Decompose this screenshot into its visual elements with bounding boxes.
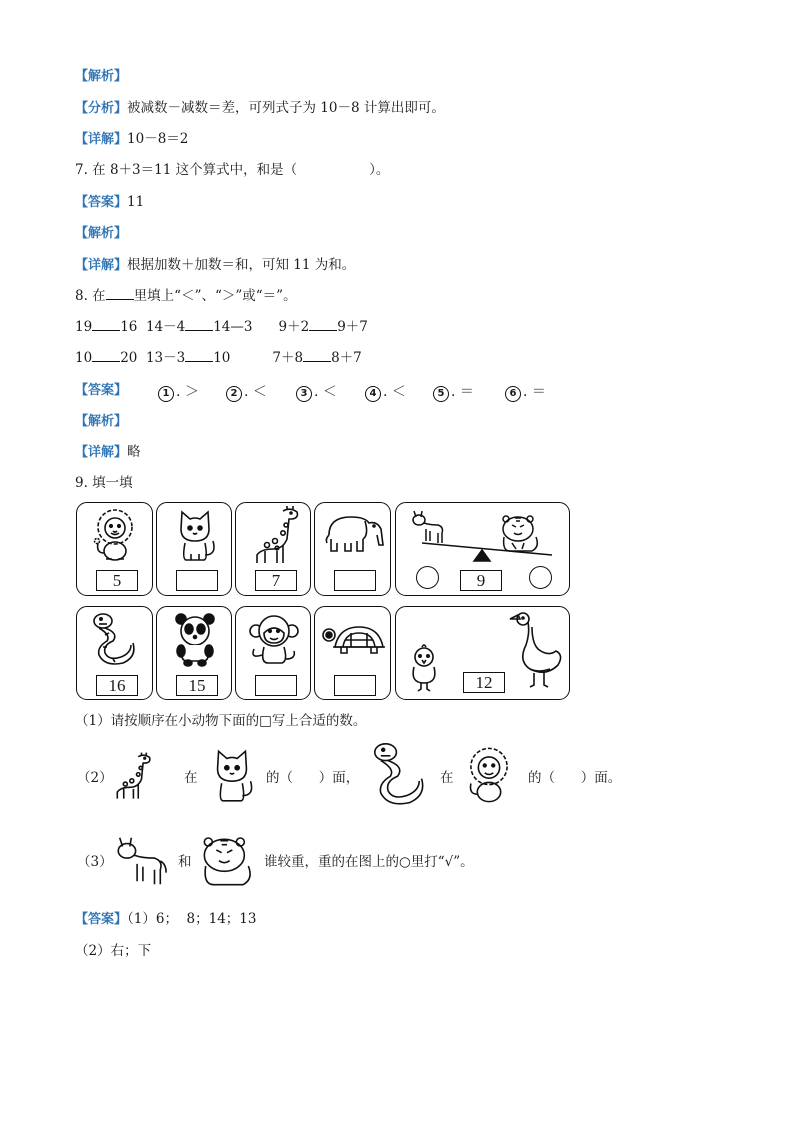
tiger-icon <box>503 516 537 551</box>
answer-8-item-2: 2 . ＜ <box>226 381 267 402</box>
question-7: 7. 在 8＋3＝11 这个算式中，和是（ ）。 <box>75 162 390 178</box>
seesaw-number-box: 9 <box>460 570 502 591</box>
card-cat <box>156 502 232 596</box>
sub-question-2-label: （2） <box>77 770 113 786</box>
analysis-heading-3: 【解析】 <box>75 414 128 429</box>
explain-line-3: 【详解】略 <box>75 444 141 460</box>
sub-question-2-zai-2: 在 <box>440 770 454 786</box>
sub-question-3-label: （3） <box>77 854 113 870</box>
question-8-row-1: 19 16 14－4 14—3 9＋2 9＋7 <box>75 319 368 335</box>
monkey-icon <box>242 611 306 669</box>
answer-line: 【答案】11 <box>75 194 145 210</box>
elephant-number-box <box>334 570 376 591</box>
seesaw-icon <box>408 507 558 563</box>
card-lion <box>76 502 153 596</box>
answer-8-item-6: 6 . ＝ <box>505 381 546 402</box>
analysis-heading: 【解析】 <box>75 69 128 84</box>
explain-line: 【详解】10－8＝2 <box>75 131 189 147</box>
monkey-number-box <box>255 675 297 696</box>
card-panda <box>156 606 232 700</box>
lion-icon <box>456 740 522 810</box>
sub-question-3-text: 谁较重，重的在图上的○里打“√”。 <box>264 854 474 870</box>
giraffe-icon <box>106 744 156 808</box>
cat-icon <box>200 740 264 810</box>
snake-number-box: 16 <box>96 675 138 696</box>
panda-icon <box>165 611 225 669</box>
sub-question-3-he: 和 <box>178 854 192 870</box>
cat-icon <box>164 507 226 563</box>
final-answer-line-2: （2）右；下 <box>75 943 152 959</box>
sub-question-2-zai-1: 在 <box>184 770 198 786</box>
card-elephant <box>314 502 391 596</box>
cat-number-box <box>176 570 218 591</box>
donkey-answer-circle <box>416 566 439 589</box>
donkey-icon <box>106 832 174 890</box>
card-snake <box>76 606 153 700</box>
analysis-line: 【分析】被减数－减数＝差，可列式子为 10－8 计算出即可。 <box>75 100 445 116</box>
turtle-icon <box>319 621 389 661</box>
answer-8-item-3: 3 . ＜ <box>296 381 337 402</box>
card-chick-goose <box>395 606 570 700</box>
elephant-icon <box>321 509 387 559</box>
chick-goose-number-box: 12 <box>463 672 505 693</box>
goose-icon <box>508 611 564 693</box>
card-seesaw <box>395 502 570 596</box>
chick-icon <box>408 643 442 695</box>
giraffe-number-box: 7 <box>255 570 297 591</box>
card-turtle <box>314 606 391 700</box>
turtle-number-box <box>334 675 376 696</box>
donkey-icon <box>413 511 443 543</box>
question-8: 8. 在 里填上“＜”、“＞”或“＝”。 <box>75 288 297 304</box>
giraffe-icon <box>243 505 305 565</box>
sub-question-2-de-2: 的（ ）面。 <box>528 770 622 786</box>
explain-line-2: 【详解】根据加数＋加数＝和，可知 11 为和。 <box>75 257 356 273</box>
analysis-heading-2: 【解析】 <box>75 226 128 241</box>
answer-8-item-1: 1 . ＞ <box>158 381 199 402</box>
question-9: 9. 填一填 <box>75 475 133 491</box>
card-giraffe <box>235 502 311 596</box>
lion-number-box: 5 <box>96 570 138 591</box>
panda-number-box: 15 <box>176 675 218 696</box>
tiger-icon <box>194 834 260 890</box>
card-monkey <box>235 606 311 700</box>
final-answer-line: 【答案】（1）6； 8；14；13 <box>75 911 257 927</box>
tiger-answer-circle <box>529 566 552 589</box>
snake-icon <box>364 740 436 810</box>
answer-8-heading: 【答案】 <box>75 383 128 398</box>
answer-8-item-5: 5 . ＝ <box>433 381 474 402</box>
lion-icon <box>84 507 146 563</box>
answer-8-item-4: 4 . ＜ <box>365 381 406 402</box>
sub-question-1: （1）请按顺序在小动物下面的□写上合适的数。 <box>75 713 367 729</box>
sub-question-2-de-1: 的（ ）面， <box>266 770 360 786</box>
snake-icon <box>85 611 145 669</box>
question-8-row-2: 10 20 13－3 10 7＋8 8＋7 <box>75 350 362 366</box>
